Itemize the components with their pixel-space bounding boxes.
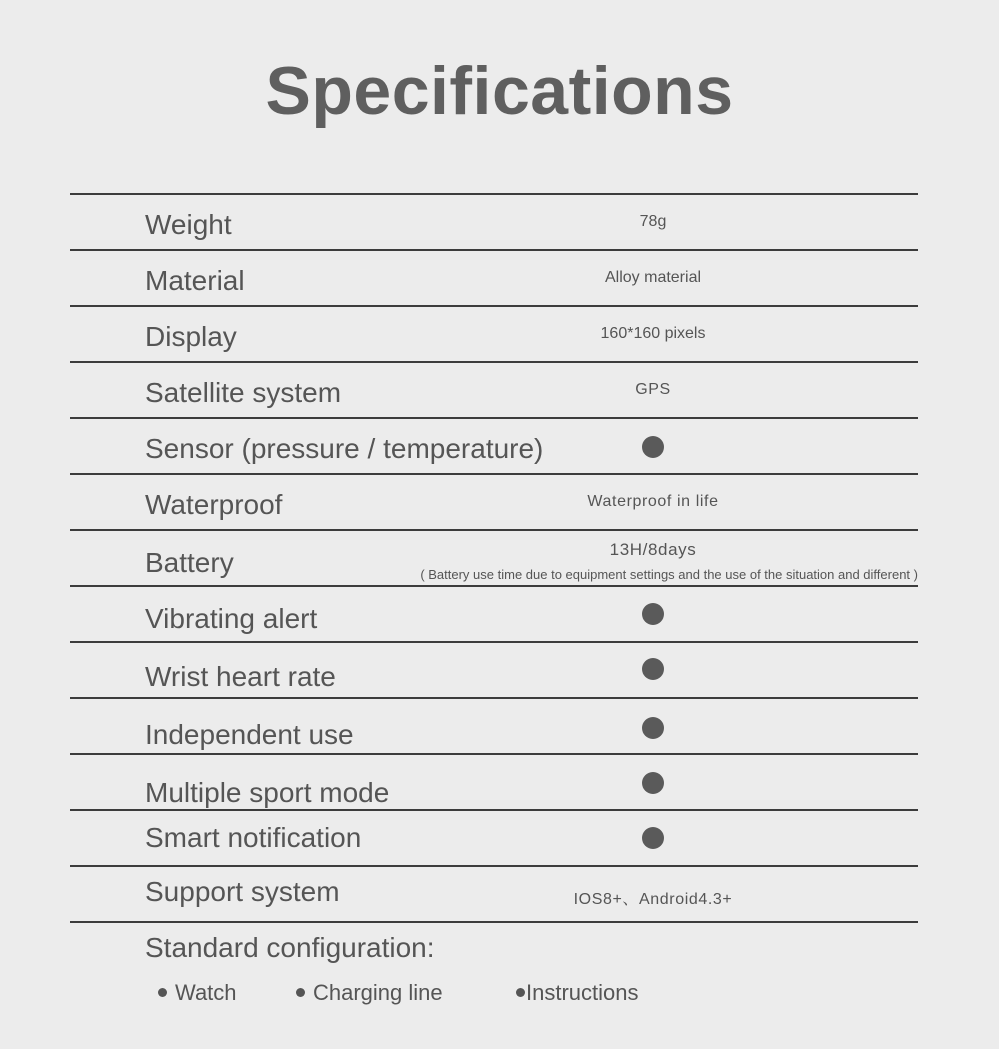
battery-value: 13H/8days [609, 540, 697, 559]
spec-value: GPS [635, 381, 671, 398]
spec-value: 160*160 pixels [600, 325, 706, 342]
spec-row-multiple-sport-mode [70, 753, 918, 809]
bullet-icon [158, 988, 167, 997]
config-item-label: Watch [175, 980, 237, 1005]
spec-row-wrist-heart-rate [70, 641, 918, 697]
spec-label: Display [145, 321, 237, 352]
spec-row-weight [70, 193, 918, 249]
spec-label: Support system [145, 876, 340, 907]
spec-row-independent-use [70, 697, 918, 753]
spec-table [70, 193, 918, 923]
spec-value: 78g [639, 213, 667, 230]
spec-row-support-system [70, 865, 918, 923]
config-item-charging-line [296, 980, 443, 1006]
spec-row-waterproof [70, 473, 918, 529]
spec-value: Waterproof in life [587, 493, 719, 510]
supported-dot-icon [642, 827, 664, 849]
spec-label: Weight [145, 209, 232, 240]
spec-label: Vibrating alert [145, 603, 318, 634]
spec-row-sensor [70, 417, 918, 473]
standard-configuration-title: Standard configuration: [145, 932, 435, 963]
spec-value: Alloy material [604, 269, 702, 286]
battery-note: ( Battery use time due to equipment settings and the use of the situation and different ) [420, 567, 918, 582]
spec-label: Sensor (pressure / temperature) [145, 433, 544, 464]
spec-row-satellite-system [70, 361, 918, 417]
page-title: Specifications [265, 53, 734, 129]
spec-value: IOS8+、Android4.3+ [573, 891, 733, 908]
bullet-icon [516, 988, 525, 997]
supported-dot-icon [642, 772, 664, 794]
supported-dot-icon [642, 717, 664, 739]
spec-label: Multiple sport mode [145, 777, 390, 808]
supported-dot-icon [642, 658, 664, 680]
spec-row-battery [70, 529, 918, 585]
spec-label: Waterproof [145, 489, 283, 520]
supported-dot-icon [642, 603, 664, 625]
spec-label: Smart notification [145, 822, 362, 853]
spec-label: Independent use [145, 719, 354, 750]
spec-label: Battery [145, 547, 234, 578]
spec-row-vibrating-alert [70, 585, 918, 641]
spec-label: Wrist heart rate [145, 661, 336, 692]
config-item-watch [158, 980, 237, 1006]
config-item-instructions [516, 980, 639, 1006]
spec-label: Material [145, 265, 245, 296]
supported-dot-icon [642, 436, 664, 458]
bullet-icon [296, 988, 305, 997]
spec-label: Satellite system [145, 377, 342, 408]
config-item-label: Instructions [526, 980, 639, 1005]
spec-row-display [70, 305, 918, 361]
spec-row-material [70, 249, 918, 305]
spec-row-smart-notification [70, 809, 918, 865]
config-item-label: Charging line [313, 980, 443, 1005]
